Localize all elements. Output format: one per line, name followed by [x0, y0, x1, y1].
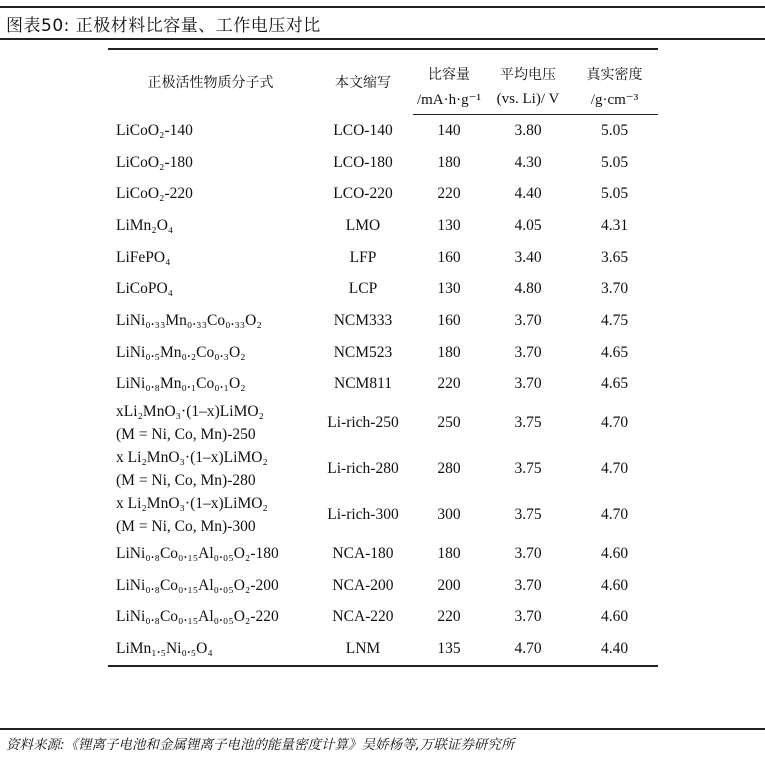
cell-density: 3.65: [600, 248, 629, 266]
cell-density: 4.60: [600, 576, 629, 594]
cell-density: 4.60: [600, 608, 629, 626]
cell-abbr: Li-rich-300: [327, 506, 399, 524]
table-row: [108, 305, 658, 337]
cell-voltage: 4.40: [514, 185, 542, 203]
cell-capacity: 160: [437, 311, 461, 329]
table-row: [108, 369, 658, 401]
cell-abbr: LMO: [345, 216, 381, 234]
cell-density: 4.65: [600, 375, 629, 393]
cell-voltage: 4.70: [485, 633, 571, 666]
cell-abbr: NCM333: [333, 311, 393, 329]
header-capacity-unit: /mA·h·g⁻¹: [413, 84, 485, 115]
cell-capacity: 130: [437, 216, 461, 234]
cell-formula: LiNi₀.₈Co₀.₁₅Al₀.₀₅O₂-180: [116, 545, 279, 563]
cell-density: 4.60: [600, 545, 629, 563]
cell-capacity: 220: [437, 608, 461, 626]
header-voltage-unit: (vs. Li)/ V: [485, 84, 571, 115]
table-row: [108, 492, 658, 538]
cell-formula: LiFePO₄: [116, 248, 171, 266]
table-container: [108, 48, 658, 667]
table-row: [108, 147, 658, 179]
table-row: [108, 337, 658, 369]
header-density-unit: /g·cm⁻³: [571, 84, 658, 115]
table-row: [108, 602, 658, 634]
cell-density: 4.70: [600, 414, 629, 432]
header-density: 真实密度: [571, 49, 658, 84]
cell-density: 3.70: [600, 280, 629, 298]
table-row: [108, 242, 658, 274]
cell-voltage: 3.70: [514, 576, 542, 594]
cell-density: 4.70: [600, 506, 629, 524]
cell-abbr: NCM523: [333, 343, 393, 361]
cell-formula: LiNi₀.₃₃Mn₀.₃₃Co₀.₃₃O₂: [116, 311, 262, 329]
table-row: [108, 538, 658, 570]
cell-voltage: 3.75: [514, 506, 542, 524]
cell-capacity: 300: [437, 506, 461, 524]
cell-capacity: 180: [437, 343, 461, 361]
cell-capacity: 200: [437, 576, 461, 594]
cell-voltage: 3.70: [514, 608, 542, 626]
cell-formula: LiCoPO₄: [116, 280, 174, 298]
cell-capacity: 180: [437, 153, 461, 171]
cell-formula: LiCoO₂-180: [116, 153, 193, 171]
table-row: [108, 446, 658, 492]
cell-voltage: 3.75: [514, 414, 542, 432]
cell-density: 4.31: [600, 216, 629, 234]
table-row: [108, 273, 658, 305]
header-capacity: 比容量: [413, 49, 485, 84]
cell-formula: LiMn₂O₄: [116, 216, 174, 234]
cell-formula: LiNi₀.₈Mn₀.₁Co₀.₁O₂: [116, 375, 246, 393]
cell-density: 4.40: [571, 633, 658, 666]
cell-capacity: 130: [437, 280, 461, 298]
cathode-materials-table: [108, 48, 658, 667]
header-row: [108, 49, 658, 84]
source-note: 资料来源:《锂离子电池和金属锂离子电池的能量密度计算》吴娇杨等,万联证券研究所: [0, 728, 765, 758]
cell-voltage: 4.05: [514, 216, 542, 234]
cell-abbr: Li-rich-280: [327, 460, 399, 478]
cell-abbr: LCO-140: [333, 121, 393, 139]
cell-formula: LiMn₁.₅Ni₀.₅O₄: [108, 633, 313, 666]
cell-abbr: LCO-180: [333, 153, 393, 171]
cell-capacity: 220: [437, 375, 461, 393]
cell-abbr: NCA-200: [332, 576, 394, 594]
table-row: [108, 633, 658, 666]
cell-voltage: 3.70: [514, 375, 542, 393]
header-abbr: 本文缩写: [313, 49, 413, 115]
table-row: [108, 115, 658, 147]
table-row: [108, 400, 658, 446]
cell-capacity: 250: [437, 414, 461, 432]
cell-voltage: 3.70: [514, 311, 542, 329]
cell-density: 5.05: [600, 153, 629, 171]
cell-capacity: 135: [413, 633, 485, 666]
cell-formula: LiNi₀.₈Co₀.₁₅Al₀.₀₅O₂-220: [116, 608, 279, 626]
cell-capacity: 140: [437, 121, 461, 139]
cell-voltage: 4.30: [514, 153, 542, 171]
table-row: [108, 178, 658, 210]
cell-abbr: LFP: [349, 248, 377, 266]
cell-formula: LiNi₀.₈Co₀.₁₅Al₀.₀₅O₂-200: [116, 576, 279, 594]
cell-voltage: 3.70: [514, 545, 542, 563]
figure-title: 图表50: 正极材料比容量、工作电压对比: [6, 15, 321, 36]
figure-header: [0, 6, 765, 40]
cell-abbr: LCP: [348, 280, 378, 298]
table-row: [108, 570, 658, 602]
cell-formula: LiCoO₂-140: [116, 121, 193, 139]
table-row: [108, 210, 658, 242]
table-body: [108, 115, 658, 666]
cell-density: 4.70: [600, 460, 629, 478]
cell-abbr: LCO-220: [333, 185, 393, 203]
cell-voltage: 3.70: [514, 343, 542, 361]
cell-abbr: Li-rich-250: [327, 414, 399, 432]
cell-formula: x Li₂MnO₃·(1–x)LiMO₂ (M = Ni, Co, Mn)-280: [116, 449, 268, 490]
header-voltage: 平均电压: [485, 49, 571, 84]
cell-voltage: 3.75: [514, 460, 542, 478]
cell-voltage: 3.80: [514, 121, 542, 139]
cell-formula: xLi₂MnO₃·(1–x)LiMO₂ (M = Ni, Co, Mn)-250: [116, 403, 264, 444]
cell-density: 4.75: [600, 311, 629, 329]
cell-density: 5.05: [600, 185, 629, 203]
cell-abbr: NCA-220: [332, 608, 394, 626]
cell-voltage: 3.40: [514, 248, 542, 266]
cell-abbr: LNM: [313, 633, 413, 666]
cell-abbr: NCA-180: [332, 545, 394, 563]
header-formula: 正极活性物质分子式: [108, 49, 313, 115]
cell-formula: LiNi₀.₅Mn₀.₂Co₀.₃O₂: [116, 343, 246, 361]
cell-abbr: NCM811: [334, 375, 392, 393]
cell-density: 5.05: [600, 121, 629, 139]
cell-formula: LiCoO₂-220: [116, 185, 193, 203]
cell-capacity: 280: [437, 460, 461, 478]
cell-density: 4.65: [600, 343, 629, 361]
cell-capacity: 160: [437, 248, 461, 266]
cell-capacity: 180: [437, 545, 461, 563]
cell-voltage: 4.80: [514, 280, 542, 298]
cell-capacity: 220: [437, 185, 461, 203]
cell-formula: x Li₂MnO₃·(1–x)LiMO₂ (M = Ni, Co, Mn)-300: [116, 495, 268, 536]
